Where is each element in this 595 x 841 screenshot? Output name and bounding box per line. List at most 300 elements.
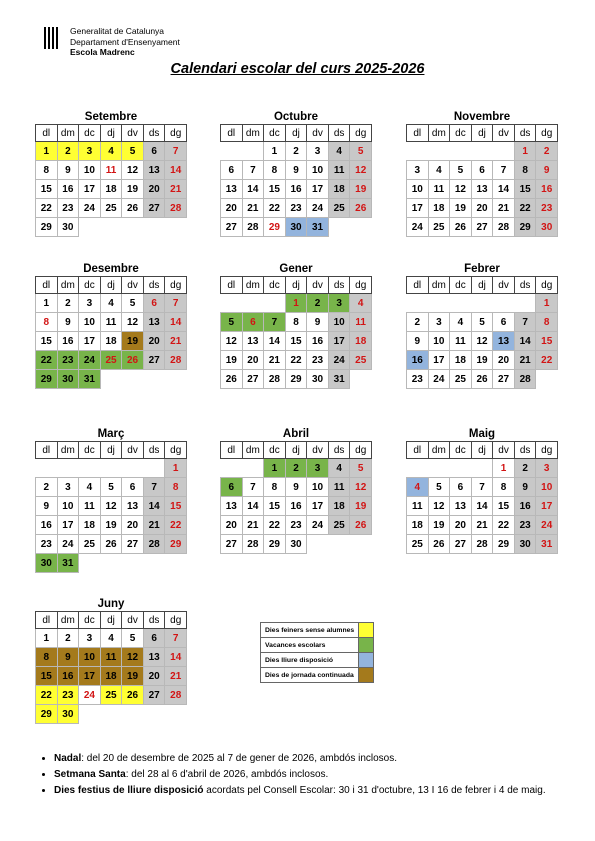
day-cell: 26 <box>122 686 144 705</box>
month-grid <box>220 441 372 554</box>
month-name: Abril <box>282 428 310 440</box>
day-cell: 21 <box>242 516 264 535</box>
org-line-2: Departament d'Ensenyament <box>70 36 180 47</box>
day-cell: 25 <box>328 516 350 535</box>
month-desembre <box>35 262 187 389</box>
day-cell: 17 <box>79 332 101 351</box>
day-cell: 13 <box>242 332 264 351</box>
weekday-label: dc <box>79 125 101 142</box>
day-cell: 15 <box>285 332 307 351</box>
day-cell: 16 <box>514 497 536 516</box>
day-cell: 19 <box>221 351 243 370</box>
weekday-label: dc <box>450 442 472 459</box>
month-abril <box>220 427 372 554</box>
weekday-label: dj <box>100 125 122 142</box>
weekday-label: ds <box>328 442 350 459</box>
weekday-label: dg <box>350 125 372 142</box>
week-row <box>36 459 187 478</box>
weekday-label: dg <box>350 442 372 459</box>
day-cell: 29 <box>264 535 286 554</box>
month-name: Febrer <box>464 263 500 275</box>
note-label: Setmana Santa <box>54 769 126 780</box>
empty-cell <box>493 142 515 161</box>
weekday-label: dv <box>493 125 515 142</box>
day-cell: 22 <box>285 351 307 370</box>
day-cell: 28 <box>514 370 536 389</box>
day-cell: 13 <box>122 497 144 516</box>
day-cell: 9 <box>285 161 307 180</box>
weekday-label: dv <box>122 125 144 142</box>
weekday-label: dc <box>79 277 101 294</box>
week-row <box>407 294 558 313</box>
day-cell: 9 <box>514 478 536 497</box>
empty-cell <box>221 294 243 313</box>
weekday-label: dj <box>471 277 493 294</box>
day-cell: 4 <box>100 294 122 313</box>
day-cell: 18 <box>100 332 122 351</box>
day-cell: 16 <box>307 332 329 351</box>
day-cell: 19 <box>100 516 122 535</box>
day-cell: 9 <box>57 648 79 667</box>
day-cell: 17 <box>307 497 329 516</box>
legend-row <box>261 623 374 638</box>
month-juny <box>35 597 187 724</box>
day-cell: 30 <box>57 218 79 237</box>
day-cell: 26 <box>428 535 450 554</box>
day-cell: 7 <box>242 478 264 497</box>
weekday-label: dl <box>407 125 429 142</box>
day-cell: 19 <box>450 199 472 218</box>
weekday-label: dm <box>242 442 264 459</box>
day-cell: 9 <box>536 161 558 180</box>
day-cell: 16 <box>57 180 79 199</box>
day-cell: 7 <box>514 313 536 332</box>
weekday-label: ds <box>328 125 350 142</box>
month-novembre <box>406 110 558 237</box>
day-cell: 9 <box>57 161 79 180</box>
weekday-label: dl <box>36 612 58 629</box>
day-cell: 8 <box>36 313 58 332</box>
day-cell: 25 <box>100 199 122 218</box>
weekday-label: dc <box>264 442 286 459</box>
day-cell: 23 <box>57 199 79 218</box>
day-cell: 11 <box>428 180 450 199</box>
day-cell: 17 <box>536 497 558 516</box>
day-cell: 24 <box>328 351 350 370</box>
empty-cell <box>100 459 122 478</box>
day-cell: 23 <box>285 516 307 535</box>
weekday-label: ds <box>514 277 536 294</box>
empty-cell <box>100 705 122 724</box>
day-cell: 3 <box>307 459 329 478</box>
day-cell: 25 <box>428 218 450 237</box>
weekday-label: dl <box>221 277 243 294</box>
empty-cell <box>79 459 101 478</box>
day-cell: 4 <box>328 459 350 478</box>
day-cell: 14 <box>165 648 187 667</box>
day-cell: 27 <box>143 199 165 218</box>
legend-label: Vacances escolars <box>261 638 359 653</box>
day-cell: 24 <box>79 351 101 370</box>
day-cell: 2 <box>514 459 536 478</box>
empty-cell <box>428 459 450 478</box>
day-cell: 27 <box>450 535 472 554</box>
week-row <box>407 332 558 351</box>
weekday-label: dl <box>36 442 58 459</box>
day-cell: 16 <box>57 332 79 351</box>
month-grid <box>406 276 558 389</box>
day-cell: 29 <box>36 370 58 389</box>
weekday-label: dj <box>471 125 493 142</box>
day-cell: 26 <box>350 516 372 535</box>
day-cell: 18 <box>350 332 372 351</box>
day-cell: 13 <box>143 313 165 332</box>
empty-cell <box>514 294 536 313</box>
note-label: Nadal <box>54 753 82 764</box>
day-cell: 6 <box>143 142 165 161</box>
empty-cell <box>428 142 450 161</box>
day-cell: 2 <box>57 142 79 161</box>
week-row <box>221 199 372 218</box>
day-cell: 6 <box>143 629 165 648</box>
weekday-label: dv <box>307 125 329 142</box>
weekday-label: dj <box>285 442 307 459</box>
legend-swatch-yellow <box>359 623 374 638</box>
weekday-header <box>221 277 372 294</box>
empty-cell <box>407 294 429 313</box>
day-cell: 18 <box>79 516 101 535</box>
day-cell: 21 <box>471 516 493 535</box>
weekday-label: ds <box>514 125 536 142</box>
day-cell: 21 <box>165 667 187 686</box>
day-cell: 21 <box>165 332 187 351</box>
empty-cell <box>221 142 243 161</box>
day-cell: 11 <box>407 497 429 516</box>
organization-block <box>70 26 180 58</box>
day-cell: 2 <box>285 459 307 478</box>
day-cell: 7 <box>143 478 165 497</box>
day-cell: 30 <box>57 370 79 389</box>
day-cell: 13 <box>221 497 243 516</box>
month-febrer <box>406 262 558 389</box>
empty-cell <box>122 554 144 573</box>
day-cell: 4 <box>407 478 429 497</box>
month-name: Setembre <box>84 111 138 123</box>
week-row <box>36 629 187 648</box>
day-cell: 2 <box>36 478 58 497</box>
legend-row <box>261 668 374 683</box>
day-cell: 15 <box>36 332 58 351</box>
weekday-label: dv <box>122 612 144 629</box>
empty-cell <box>450 459 472 478</box>
day-cell: 12 <box>100 497 122 516</box>
day-cell: 22 <box>536 351 558 370</box>
day-cell: 28 <box>165 199 187 218</box>
week-row <box>36 478 187 497</box>
month-name: Juny <box>97 598 125 610</box>
weekday-label: dj <box>285 277 307 294</box>
note-festius <box>54 784 579 798</box>
day-cell: 20 <box>143 667 165 686</box>
legend-label: Dies de jornada continuada <box>261 668 359 683</box>
month-grid <box>35 611 187 724</box>
day-cell: 12 <box>221 332 243 351</box>
day-cell: 10 <box>57 497 79 516</box>
day-cell: 13 <box>143 648 165 667</box>
empty-cell <box>493 294 515 313</box>
weekday-label: dc <box>79 612 101 629</box>
day-cell: 8 <box>36 648 58 667</box>
day-cell: 26 <box>122 199 144 218</box>
weekday-header <box>36 125 187 142</box>
weekday-label: dm <box>57 612 79 629</box>
day-cell: 24 <box>428 370 450 389</box>
month-grid <box>220 124 372 237</box>
day-cell: 4 <box>79 478 101 497</box>
day-cell: 20 <box>450 516 472 535</box>
weekday-label: dg <box>165 442 187 459</box>
day-cell: 4 <box>328 142 350 161</box>
empty-cell <box>450 294 472 313</box>
page-title: Calendari escolar del curs 2025-2026 <box>170 61 425 77</box>
day-cell: 19 <box>428 516 450 535</box>
empty-cell <box>100 554 122 573</box>
day-cell: 4 <box>350 294 372 313</box>
day-cell: 3 <box>79 294 101 313</box>
week-row <box>221 332 372 351</box>
day-cell: 27 <box>143 351 165 370</box>
day-cell: 6 <box>450 478 472 497</box>
day-cell: 8 <box>264 478 286 497</box>
empty-cell <box>536 370 558 389</box>
day-cell: 15 <box>514 180 536 199</box>
month-gener <box>220 262 372 389</box>
empty-cell <box>450 142 472 161</box>
day-cell: 19 <box>122 667 144 686</box>
day-cell: 14 <box>242 497 264 516</box>
day-cell: 1 <box>36 142 58 161</box>
day-cell: 21 <box>242 199 264 218</box>
day-cell: 22 <box>493 516 515 535</box>
day-cell: 25 <box>100 351 122 370</box>
generalitat-logo-icon <box>44 27 60 49</box>
day-cell: 14 <box>514 332 536 351</box>
empty-cell <box>242 294 264 313</box>
week-row <box>407 370 558 389</box>
header <box>44 26 180 58</box>
day-cell: 5 <box>122 294 144 313</box>
empty-cell <box>165 218 187 237</box>
empty-cell <box>79 705 101 724</box>
day-cell: 26 <box>450 218 472 237</box>
note-text: acordats pel Consell Escolar: 30 i 31 d'octubre, 13 I 16 de febrer i 4 de maig. <box>203 785 546 796</box>
day-cell: 13 <box>471 180 493 199</box>
day-cell: 10 <box>79 161 101 180</box>
week-row <box>36 516 187 535</box>
empty-cell <box>100 370 122 389</box>
weekday-label: dc <box>264 125 286 142</box>
day-cell: 28 <box>242 218 264 237</box>
day-cell: 15 <box>264 180 286 199</box>
empty-cell <box>307 535 329 554</box>
day-cell: 11 <box>100 648 122 667</box>
day-cell: 3 <box>328 294 350 313</box>
week-row <box>36 535 187 554</box>
day-cell: 21 <box>143 516 165 535</box>
legend-row <box>261 638 374 653</box>
day-cell: 7 <box>471 478 493 497</box>
week-row <box>221 313 372 332</box>
day-cell: 11 <box>328 478 350 497</box>
weekday-label: dv <box>122 442 144 459</box>
day-cell: 20 <box>493 351 515 370</box>
week-row <box>407 313 558 332</box>
day-cell: 1 <box>36 629 58 648</box>
day-cell: 18 <box>450 351 472 370</box>
day-cell: 18 <box>407 516 429 535</box>
week-row <box>36 294 187 313</box>
day-cell: 21 <box>493 199 515 218</box>
day-cell: 14 <box>143 497 165 516</box>
note-label: Dies festius de lliure disposició <box>54 785 204 796</box>
day-cell: 22 <box>514 199 536 218</box>
day-cell: 11 <box>100 313 122 332</box>
day-cell: 23 <box>514 516 536 535</box>
week-row <box>221 294 372 313</box>
notes-list <box>42 752 579 800</box>
day-cell: 17 <box>328 332 350 351</box>
empty-cell <box>350 218 372 237</box>
empty-cell <box>407 142 429 161</box>
day-cell: 14 <box>165 313 187 332</box>
week-row <box>221 459 372 478</box>
day-cell: 3 <box>407 161 429 180</box>
weekday-label: dg <box>165 125 187 142</box>
legend-swatch-green <box>359 638 374 653</box>
day-cell: 1 <box>536 294 558 313</box>
day-cell: 8 <box>264 161 286 180</box>
weekday-label: dg <box>536 277 558 294</box>
month-name: Octubre <box>273 111 319 123</box>
month-grid <box>35 276 187 389</box>
day-cell: 3 <box>536 459 558 478</box>
day-cell: 19 <box>471 351 493 370</box>
week-row <box>36 218 187 237</box>
day-cell: 10 <box>536 478 558 497</box>
day-cell: 23 <box>307 351 329 370</box>
day-cell: 24 <box>407 218 429 237</box>
week-row <box>36 370 187 389</box>
weekday-label: dg <box>536 125 558 142</box>
empty-cell <box>122 459 144 478</box>
day-cell: 13 <box>450 497 472 516</box>
day-cell: 28 <box>165 686 187 705</box>
day-cell: 8 <box>36 161 58 180</box>
day-cell: 28 <box>242 535 264 554</box>
day-cell: 30 <box>514 535 536 554</box>
day-cell: 9 <box>57 313 79 332</box>
legend-label: Dies feiners sense alumnes <box>261 623 359 638</box>
day-cell: 2 <box>536 142 558 161</box>
day-cell: 23 <box>57 351 79 370</box>
day-cell: 24 <box>307 199 329 218</box>
week-row <box>407 218 558 237</box>
weekday-label: dg <box>536 442 558 459</box>
day-cell: 14 <box>242 180 264 199</box>
week-row <box>407 516 558 535</box>
day-cell: 30 <box>536 218 558 237</box>
week-row <box>221 218 372 237</box>
weekday-label: dc <box>450 125 472 142</box>
weekday-header <box>221 125 372 142</box>
day-cell: 3 <box>307 142 329 161</box>
day-cell: 8 <box>514 161 536 180</box>
day-cell: 22 <box>264 516 286 535</box>
day-cell: 5 <box>122 142 144 161</box>
empty-cell <box>221 459 243 478</box>
day-cell: 30 <box>285 535 307 554</box>
weekday-label: dc <box>79 442 101 459</box>
day-cell: 4 <box>428 161 450 180</box>
day-cell: 13 <box>493 332 515 351</box>
weekday-label: dl <box>407 277 429 294</box>
day-cell: 30 <box>36 554 58 573</box>
day-cell: 18 <box>100 180 122 199</box>
day-cell: 20 <box>143 332 165 351</box>
day-cell: 7 <box>264 313 286 332</box>
day-cell: 14 <box>264 332 286 351</box>
weekday-label: dj <box>100 612 122 629</box>
day-cell: 22 <box>165 516 187 535</box>
day-cell: 8 <box>493 478 515 497</box>
week-row <box>221 161 372 180</box>
day-cell: 10 <box>307 161 329 180</box>
day-cell: 15 <box>36 667 58 686</box>
day-cell: 15 <box>165 497 187 516</box>
week-row <box>221 180 372 199</box>
day-cell: 21 <box>264 351 286 370</box>
day-cell: 29 <box>264 218 286 237</box>
day-cell: 12 <box>350 478 372 497</box>
day-cell: 5 <box>428 478 450 497</box>
day-cell: 6 <box>221 161 243 180</box>
day-cell: 18 <box>428 199 450 218</box>
day-cell: 6 <box>122 478 144 497</box>
weekday-label: dm <box>242 125 264 142</box>
day-cell: 7 <box>165 142 187 161</box>
day-cell: 31 <box>307 218 329 237</box>
day-cell: 17 <box>307 180 329 199</box>
week-row <box>36 648 187 667</box>
day-cell: 10 <box>328 313 350 332</box>
day-cell: 25 <box>350 351 372 370</box>
week-row <box>36 142 187 161</box>
day-cell: 10 <box>79 313 101 332</box>
month-name: Novembre <box>453 111 511 123</box>
empty-cell <box>165 705 187 724</box>
day-cell: 27 <box>221 218 243 237</box>
day-cell: 29 <box>36 705 58 724</box>
weekday-header <box>407 277 558 294</box>
day-cell: 19 <box>122 332 144 351</box>
day-cell: 15 <box>36 180 58 199</box>
day-cell: 11 <box>350 313 372 332</box>
week-row <box>36 313 187 332</box>
weekday-label: ds <box>514 442 536 459</box>
empty-cell <box>57 459 79 478</box>
day-cell: 26 <box>100 535 122 554</box>
month-name: Maig <box>468 428 496 440</box>
